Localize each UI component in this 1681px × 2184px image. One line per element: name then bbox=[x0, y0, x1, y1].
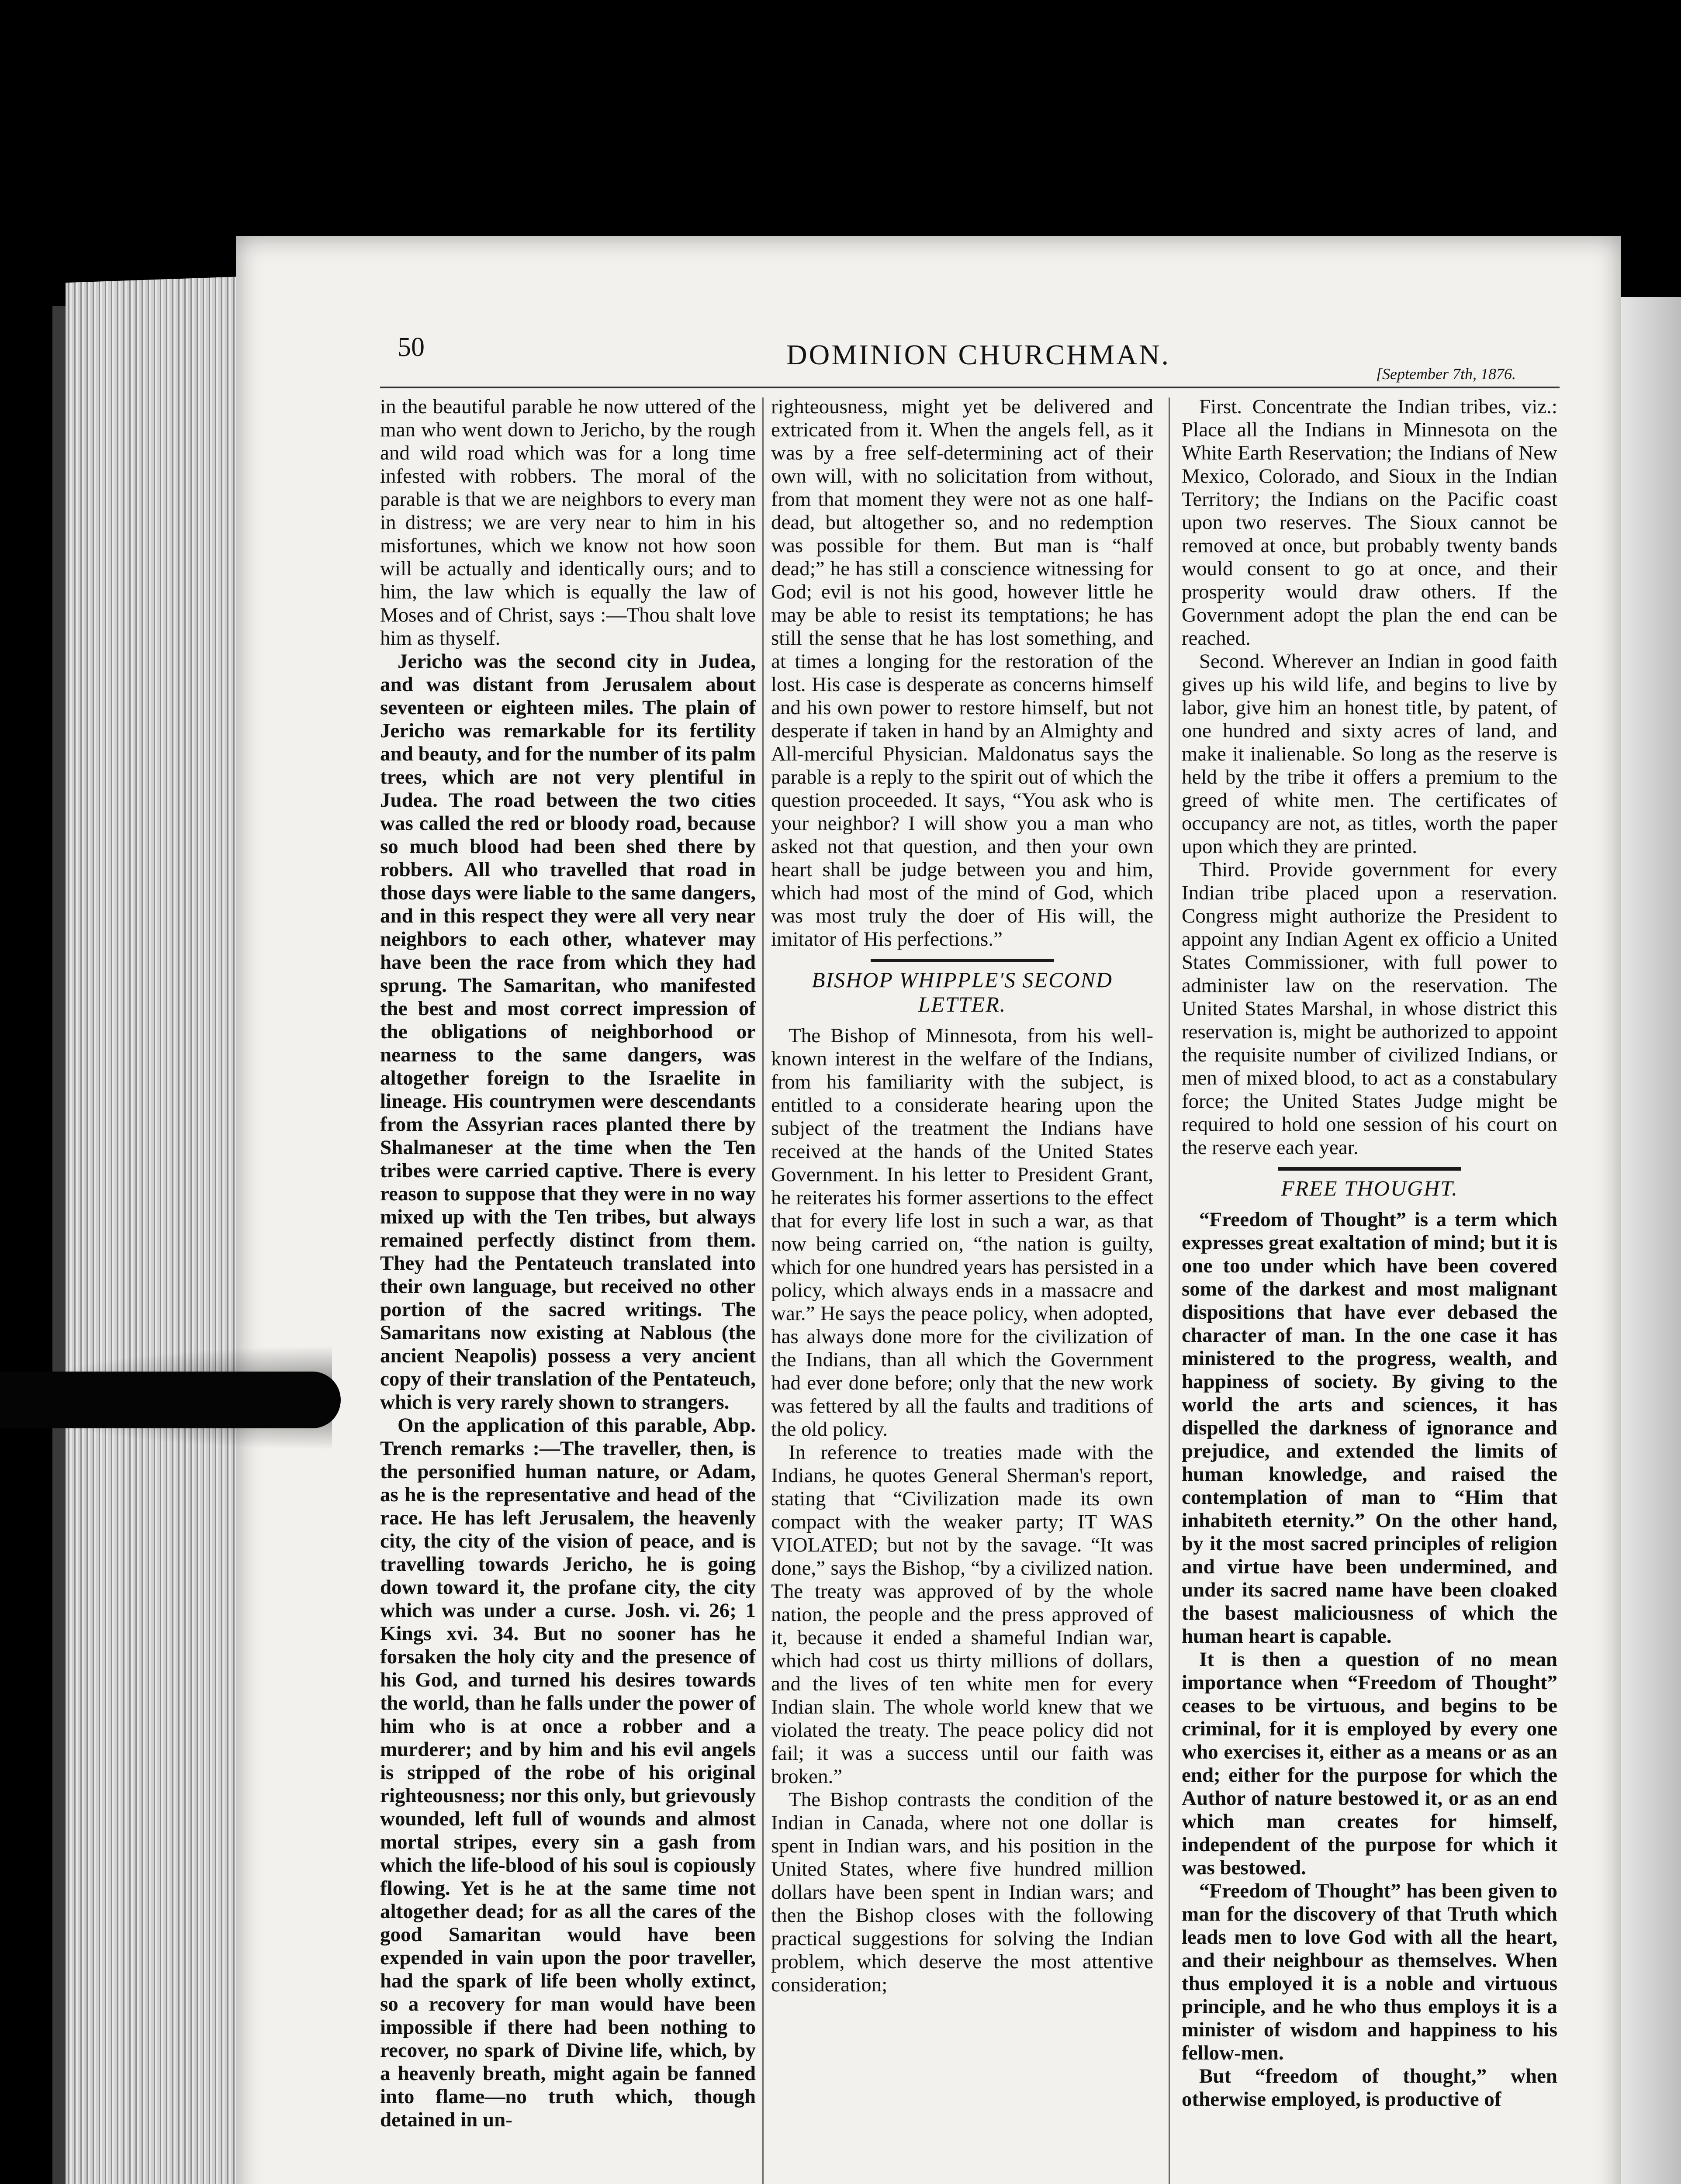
column-1 bbox=[380, 395, 756, 2184]
adjacent-page-strip bbox=[1616, 297, 1681, 2184]
column-3 bbox=[1182, 395, 1557, 2184]
column-divider bbox=[762, 397, 764, 2184]
pointer-stick bbox=[0, 1372, 341, 1428]
paragraph: It is then a question of no mean importance when “Freedom of Thought” ceases to be virtuous, and begins to be criminal, for it is employed by every one who exercises it, either as a means or as an end; either for the purpose for which the Author of nature bestowed it, or as an end which man creates for himself, independent of the purpose for which it was bestowed. bbox=[1182, 1648, 1557, 1879]
page-edges-stack bbox=[66, 276, 245, 2184]
paragraph: First. Concentrate the Indian tribes, viz.: Place all the Indians in Minnesota on the White Earth Reservation; the Indians of New Mexico, Colorado, and Sioux in the Indian Territory; the Indians on the Pacific coast upon two reserves. The Sioux cannot be removed at once, but probably twenty bands would consent to go at once, and their prosperity would draw others. If the Government adopt the plan the end can be reached. bbox=[1182, 395, 1557, 650]
paragraph: in the beautiful parable he now uttered of the man who went down to Jericho, by the rough and wild road which was for a long time infested with robbers. The moral of the parable is that we are neighbors to every man in distress; we are very near to him in his misfortunes, which we know not how soon will be actually and identically ours; and to him, the law which is equally the law of Moses and of Christ, says :—Thou shalt love him as thyself. bbox=[380, 395, 756, 650]
paragraph: The Bishop of Minnesota, from his well-known interest in the welfare of the Indians, from his familiarity with the subject, is entitled to a considerate hearing upon the subject of the treatment the Indians have received at the hands of the United States Government. In his letter to President Grant, he reiterates his former assertions to the effect that for every life lost in such a war, as that now being carried on, “the nation is guilty, which for one hundred years has persisted in a policy, which always ends in a massacre and war.” He says the peace policy, when adopted, has always done more for the civilization of the Indians, than all which the Government had ever done before; only that the new work was fettered by all the faults and traditions of the old policy. bbox=[771, 1024, 1153, 1441]
paragraph: Jericho was the second city in Judea, and was distant from Jerusalem about seventeen or eighteen miles. The plain of Jericho was remarkable for its fertility and beauty, and for the number of its palm trees, which are not very plentiful in Judea. The road between the two cities was called the red or bloody road, because so much blood had been shed there by robbers. All who travelled that road in those days were liable to the same dangers, and in this respect they were all very near neighbors to each other, whatever may have been the race from which they had sprung. The Samaritan, who manifested the best and most correct impression of the obligations of neighborhood or nearness to the same dangers, was altogether foreign to the Israelite in lineage. His countrymen were descendants from the Assyrian races planted there by Shalmaneser at the time when the Ten tribes were carried captive. There is every reason to suppose that they were in no way mixed up with the Ten tribes, but always remained perfectly distinct from them. They had the Pentateuch translated into their own language, but received no other portion of the sacred writings. The Samaritans now existing at Nablous (the ancient Neapolis) possess a very ancient copy of their translation of the Pentateuch, which is very rarely shown to strangers. bbox=[380, 650, 756, 1413]
paragraph: The Bishop contrasts the condition of the Indian in Canada, where not one dollar is spent in Indian wars, and his position in the United States, where five hundred million dollars have been spent in Indian wars; and then the Bishop closes with the following practical suggestions for solving the Indian problem, which deserve the most attentive consideration; bbox=[771, 1788, 1153, 1996]
section-heading-bishop-whipple: BISHOP WHIPPLE'S SECOND LETTER. bbox=[811, 968, 1113, 1016]
section-rule bbox=[1278, 1167, 1461, 1171]
section-rule bbox=[871, 959, 1054, 962]
issue-date: [September 7th, 1876. bbox=[1376, 365, 1516, 383]
paragraph: “Freedom of Thought” has been given to man for the discovery of that Truth which leads men to love God with all the heart, and their neighbour as themselves. When thus employed it is a noble and virtuous principle, and he who thus employs it is a minister of wisdom and happiness to his fellow-men. bbox=[1182, 1880, 1557, 2064]
section-heading-free-thought: FREE THOUGHT. bbox=[1281, 1176, 1458, 1200]
column-2 bbox=[771, 395, 1153, 2184]
paragraph: In reference to treaties made with the Indians, he quotes General Sherman's report, stating that “Civilization made its own compact with the weaker party; IT WAS VIOLATED; but not by the savage. “It was done,” says the Bishop, “by a civilized nation. The treaty was approved of by the whole nation, the people and the press approved of it, because it ended a shameful Indian war, which had cost us thirty millions of dollars, and the lives of ten white men for every Indian slain. The whole world knew that we violated the treaty. The peace policy did not fail; it was a success until our faith was broken.” bbox=[771, 1441, 1153, 1788]
paragraph: Third. Provide government for every Indian tribe placed upon a reservation. Congress might authorize the President to appoint any Indian Agent ex officio a United States Commissioner, with full power to administer law on the reservation. The United States Marshal, in whose district this reservation is, might be authorized to appoint the requisite number of civilized Indians, or men of mixed blood, to act as a constabulary force; the United States Judge might be required to hold one session of his court on the reserve each year. bbox=[1182, 858, 1557, 1159]
paragraph: But “freedom of thought,” when otherwise employed, is productive of bbox=[1182, 2065, 1557, 2111]
page-number: 50 bbox=[398, 332, 425, 362]
paragraph: On the application of this parable, Abp. Trench remarks :—The traveller, then, is the personified human nature, or Adam, as he is the representative and head of the race. He has left Jerusalem, the heavenly city, the city of the vision of peace, and is travelling towards Jericho, he is going down toward it, the profane city, the city which was under a curse. Josh. vi. 26; 1 Kings xvi. 34. But no sooner has he forsaken the holy city and the presence of his God, and turned his desires towards the world, than he falls under the power of him who is at once a robber and a murderer; and by him and his evil angels is stripped of the robe of his original righteousness; nor this only, but grievously wounded, left full of wounds and almost mortal stripes, every sin a gash from which the life-blood of his soul is copiously flowing. Yet is he at the same time not altogether dead; for as all the cares of the good Samaritan would have been expended in vain upon the poor traveller, had the spark of life been wholly extinct, so a recovery for man would have been impossible if there had been nothing to recover, no spark of Divine life, which, by a heavenly breath, might again be fanned into flame—no truth which, though detained in un- bbox=[380, 1414, 756, 2131]
column-divider bbox=[1169, 397, 1170, 2184]
paragraph: Second. Wherever an Indian in good faith gives up his wild life, and begins to live by labor, give him an honest title, by patent, of one hundred and sixty acres of land, and make it inalienable. So long as the reserve is held by the tribe it offers a premium to the greed of white men. The certificates of occupancy are not, as titles, worth the paper upon which they are printed. bbox=[1182, 650, 1557, 858]
header-rule bbox=[380, 387, 1560, 388]
publication-title: DOMINION CHURCHMAN. bbox=[786, 339, 1171, 371]
paragraph: “Freedom of Thought” is a term which expresses great exaltation of mind; but it is one too under which have been covered some of the darkest and most malignant dispositions that have ever debased the character of man. In the one case it has ministered to the progress, wealth, and happiness of society. By giving to the world the arts and sciences, it has dispelled the darkness of ignorance and prejudice, and extended the limits of human knowledge, and raised the contemplation of man to “Him that inhabiteth eternity.” On the other hand, by it the most sacred principles of religion and virtue have been undermined, and under its sacred name have been cloaked the basest maliciousness of which the human heart is capable. bbox=[1182, 1208, 1557, 1648]
paragraph: righteousness, might yet be delivered and extricated from it. When the angels fell, as it was by a free self-determining act of their own will, with no solicitation from without, from that moment they were not as one half-dead, but altogether so, and no redemption was possible for them. But man is “half dead;” he has still a conscience witnessing for God; evil is not his good, however little he may be able to resist its temptations; he has still the sense that he has lost something, and at times a longing for the restoration of the lost. His case is desperate as concerns himself and his own power to restore himself, but not desperate if taken in hand by an Almighty and All-merciful Physician. Maldonatus says the parable is a reply to the spirit out of which the question proceeded. It says, “You ask who is your neighbor? I will show you a man who asked not that question, and then your own heart shall be judge between you and him, which had most of the mind of God, which was most truly the doer of His will, the imitator of His perfections.” bbox=[771, 395, 1153, 950]
